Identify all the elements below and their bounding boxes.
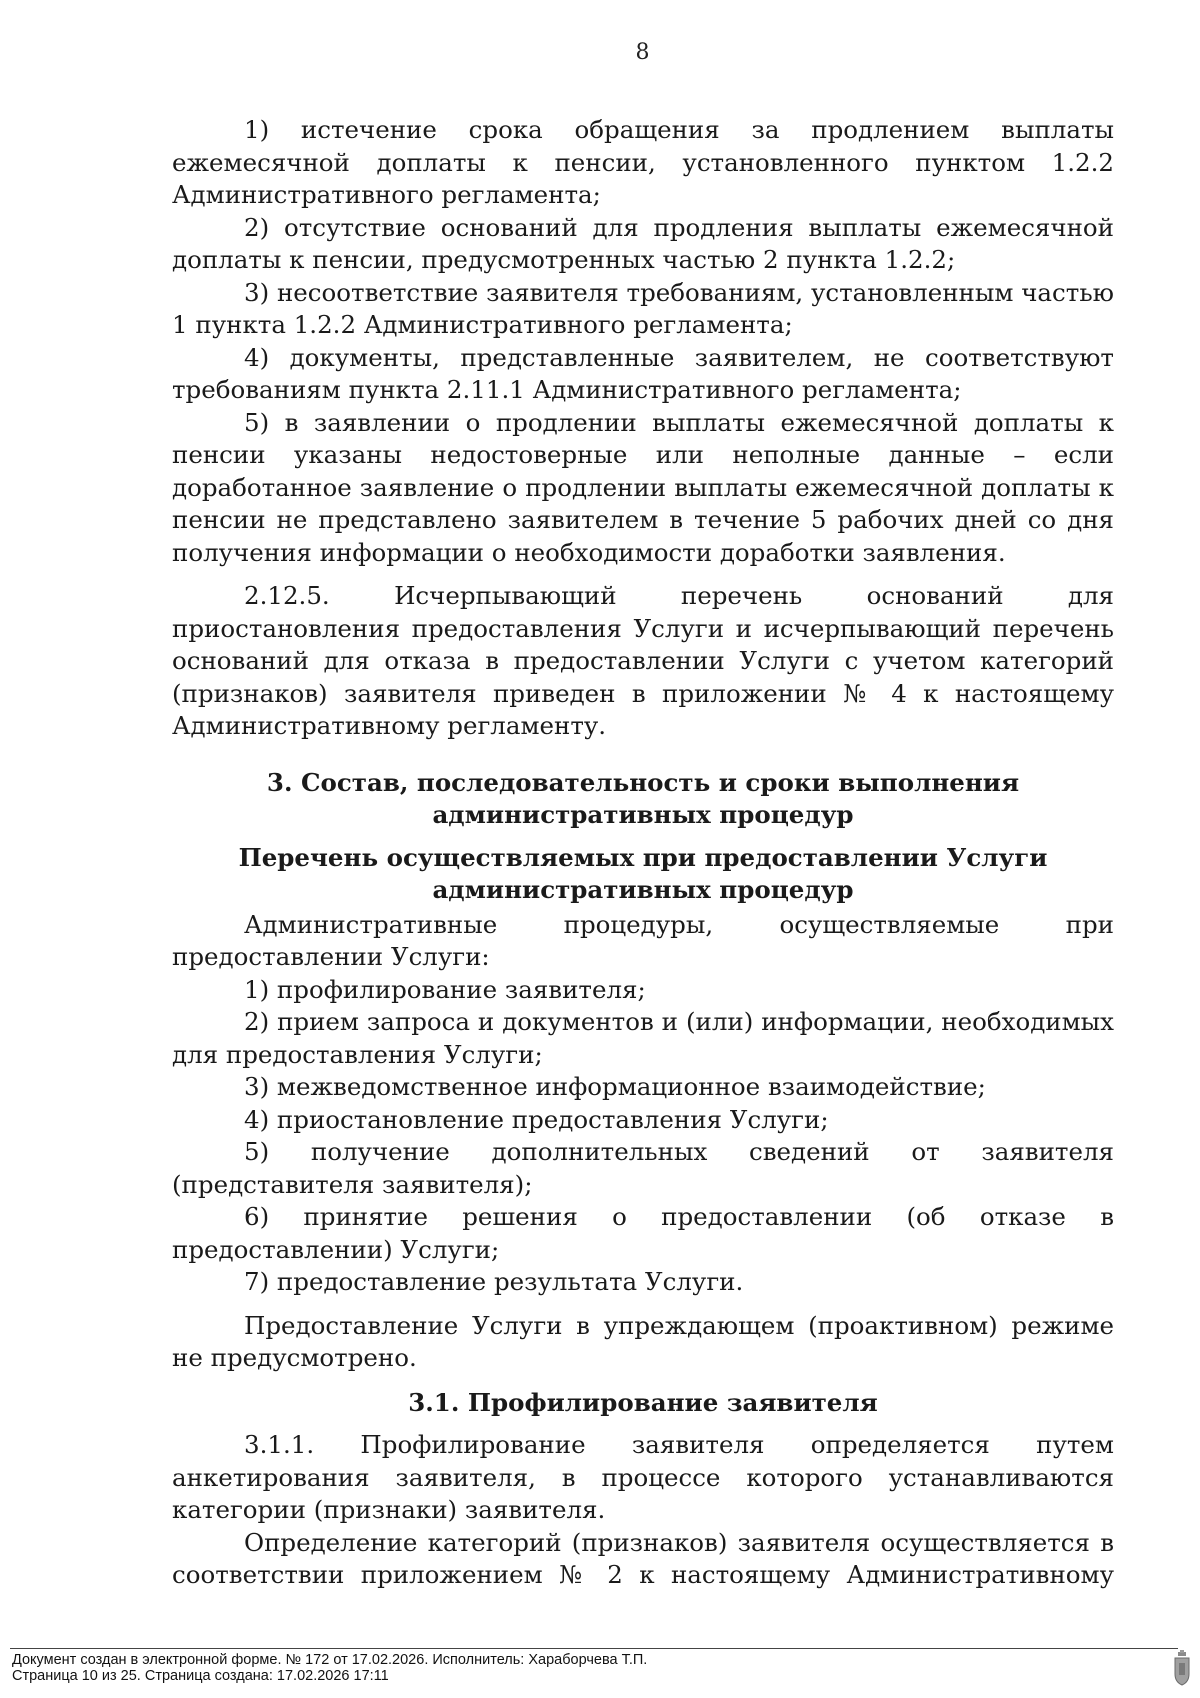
list-item-refusal-1: 1) истечение срока обращения за продлением выплаты ежемесячной доплаты к пенсии, установленного пунктом 1.2.2 Административного регламента; [172,115,1114,209]
section-3-1-heading: 3.1. Профилирование заявителя [408,1387,878,1417]
procedure-item-6: 6) принятие решения о предоставлении (об отказе в предоставлении) Услуги; [172,1202,1114,1264]
footer-line-page: Страница 10 из 25. Страница создана: 17.02.2026 17:11 [12,1668,389,1684]
coat-of-arms-icon [1172,1650,1192,1686]
proactive-note: Предоставление Услуги в упреждающем (проактивном) режиме не предусмотрено. [172,1310,1114,1372]
procedure-item-4: 4) приостановление предоставления Услуги; [244,1104,829,1134]
paragraph-categories: Определение категорий (признаков) заявителя осуществляется в соответствии приложением № 2 к настоящему Административному [172,1527,1114,1589]
procedure-item-3: 3) межведомственное информационное взаимодействие; [244,1072,986,1101]
footer-divider [10,1648,1178,1649]
footer-text [12,1652,647,1684]
document-footer [0,1648,1200,1698]
list-item-refusal-2: 2) отсутствие оснований для продления выплаты ежемесячной доплаты к пенсии, предусмотренных частью 2 пункта 1.2.2; [172,212,1114,274]
paragraph-3-1-1: 3.1.1. Профилирование заявителя определяется путем анкетирования заявителя, в процессе которого устанавливаются категории (признаки) заявителя. [172,1430,1114,1524]
list-item-refusal-4: 4) документы, представленные заявителем, не соответствуют требованиям пункта 2.11.1 Административного регламента; [172,342,1114,404]
procedure-item-2: 2) прием запроса и документов и (или) информации, необходимых для предоставления Услуги; [172,1007,1114,1069]
list-item-refusal-5: 5) в заявлении о продлении выплаты ежемесячной доплаты к пенсии указаны недостоверные или неполные данные – если доработанное заявление о продлении выплаты ежемесячной доплаты к пенсии не представлено заявителем в течение 5 рабочих дней со дня получения информации о необходимости доработки заявления. [172,407,1114,567]
footer-line-document: Документ создан в электронной форме. № 172 от 17.02.2026. Исполнитель: Хараборчева Т.П. [12,1652,648,1668]
paragraph-2-12-5: 2.12.5. Исчерпывающий перечень оснований для приостановления предоставления Услуги и исчерпывающий перечень оснований для отказа в предоставлении Услуги с учетом категорий (признаков) заявителя приведен в приложении № 4 к настоящему Административному регламенту. [172,581,1114,740]
procedures-intro: Административные процедуры, осуществляемые при предоставлении Услуги: [172,909,1114,971]
document-body [172,114,1114,1592]
procedures-list-heading: Перечень осуществляемых при предоставлении Услуги административных процедур [238,842,1048,904]
list-item-refusal-3: 3) несоответствие заявителя требованиям, установленным частью 1 пункта 1.2.2 Административного регламента; [172,277,1114,339]
section-3-heading: 3. Состав, последовательность и сроки выполнения административных процедур [266,767,1020,829]
procedure-item-7: 7) предоставление результата Услуги. [244,1267,744,1296]
procedure-item-1: 1) профилирование заявителя; [244,974,646,1004]
procedure-item-5: 5) получение дополнительных сведений от заявителя (представителя заявителя); [172,1137,1114,1199]
page-number: 8 [635,40,650,65]
